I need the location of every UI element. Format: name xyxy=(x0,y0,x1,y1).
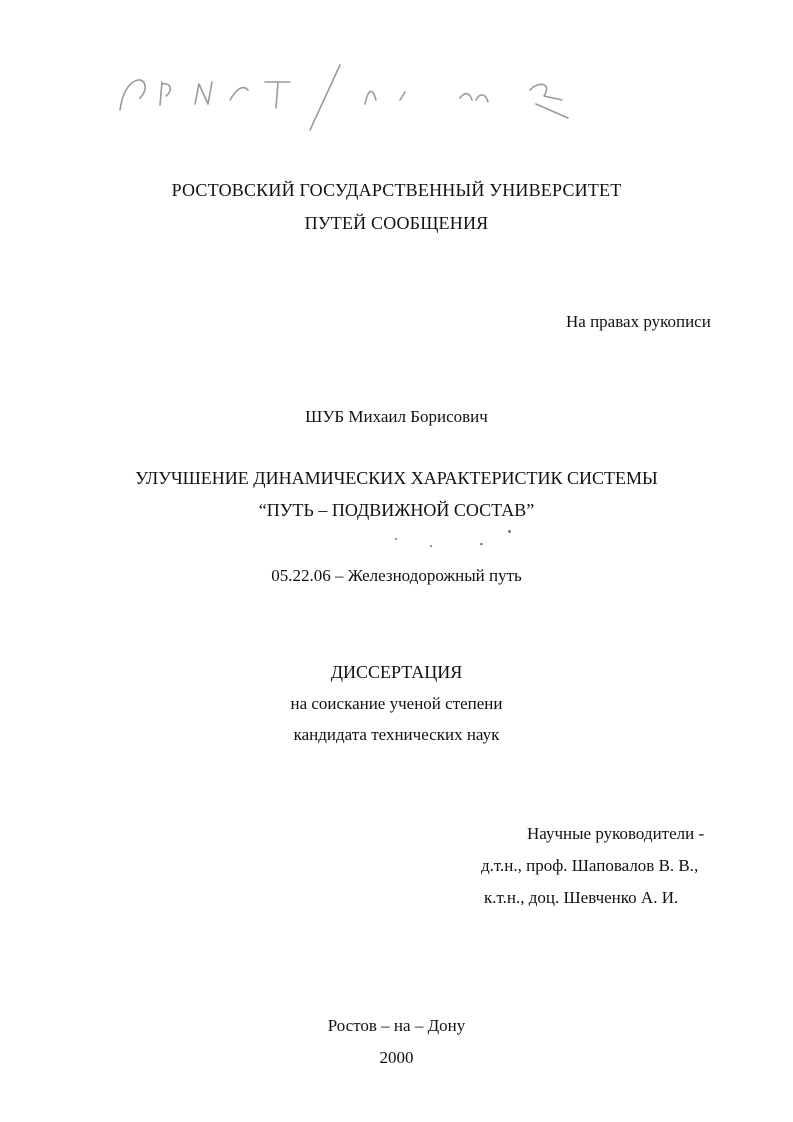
supervisor-first: д.т.н., проф. Шаповалов В. В., xyxy=(481,856,699,875)
publication-year: 2000 xyxy=(379,1048,414,1067)
university-name-line2: ПУТЕЙ СООБЩЕНИЯ xyxy=(304,213,489,233)
scan-speck xyxy=(430,545,432,547)
manuscript-rights: На правах рукописи xyxy=(566,312,711,331)
thesis-title-line2: “ПУТЬ – ПОДВИЖНОЙ СОСТАВ” xyxy=(258,500,535,520)
scan-speck xyxy=(395,538,397,540)
handwritten-annotation xyxy=(100,60,600,140)
supervisor-second: к.т.н., доц. Шевченко А. И. xyxy=(484,888,679,907)
supervisors-heading: Научные руководители - xyxy=(527,824,705,843)
scan-speck xyxy=(480,543,483,545)
specialty-code: 05.22.06 – Железнодорожный путь xyxy=(271,566,522,585)
thesis-title-line1: УЛУЧШЕНИЕ ДИНАМИЧЕСКИХ ХАРАКТЕРИСТИК СИСТЕМЫ xyxy=(135,468,658,488)
degree-line2: кандидата технических наук xyxy=(293,725,500,744)
scan-speck xyxy=(508,530,511,533)
degree-line1: на соискание ученой степени xyxy=(290,694,503,713)
author-name: ШУБ Михаил Борисович xyxy=(305,407,488,426)
dissertation-heading: ДИССЕРТАЦИЯ xyxy=(330,662,463,682)
publication-place: Ростов – на – Дону xyxy=(327,1016,466,1035)
university-name-line1: РОСТОВСКИЙ ГОСУДАРСТВЕННЫЙ УНИВЕРСИТЕТ xyxy=(171,180,622,200)
